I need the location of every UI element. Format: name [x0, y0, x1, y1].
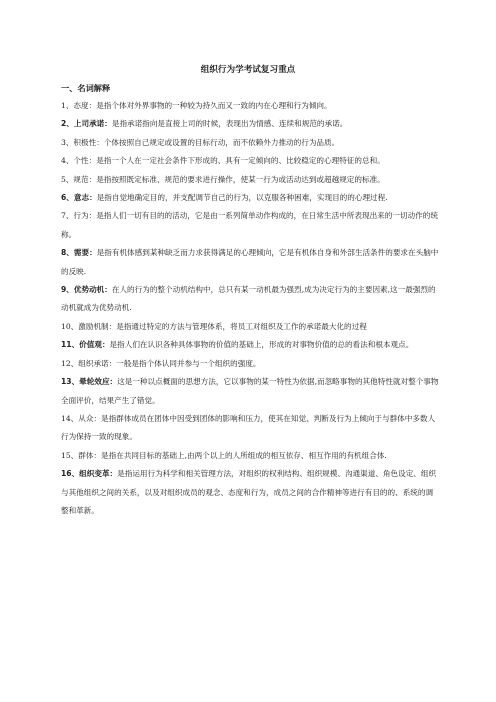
definition-text: 在人的行为的整个动机结构中，总只有某一动机最为强烈,成为决定行为的主要因素,这一最强烈的动机就成为优势动机. — [61, 285, 436, 313]
definition-text: 是指自觉地确定目的，并支配调节自己的行为，以克服各种困难，实现目的的心理过程. — [96, 193, 388, 203]
definition-term: 2、上司承诺： — [61, 119, 112, 129]
definition-item — [61, 355, 439, 373]
definition-term: 9、优势动机： — [61, 285, 112, 295]
definition-item — [61, 410, 439, 447]
definition-text: 是指通过特定的方法与管理体系，将员工对组织及工作的承诺最大化的过程 — [116, 321, 367, 331]
definition-text: 是指人们在认识各种具体事物的价值的基础上，形成的对事物价值的总的看法和根本观点。 — [109, 340, 414, 350]
definition-item — [61, 171, 439, 189]
definition-list — [61, 97, 439, 520]
definition-term: 14、从众： — [61, 413, 102, 423]
definition-term: 15、群体： — [61, 450, 102, 460]
definition-text: 是指在共同目标的基础上,由两个以上的人所组成的相互依存、相互作用的有机组合体. — [101, 450, 387, 460]
definition-text: 一般是指个体认同并参与一个组织的强度。 — [116, 358, 261, 368]
definition-item — [61, 465, 439, 520]
definition-item — [61, 281, 439, 318]
definition-text: 是指个体对外界事物的一种较为持久而又一致的内在心理和行为倾向。 — [96, 101, 332, 110]
definition-text: 是指运用行为科学和相关管理方法，对组织的权利结构、组织规模、沟通渠道、角色设定、组织与其他组织之间的关系，以及对组织成员的观念、态度和行为，成员之间的合作精神等进行有目的的、系统的调整和革新。 — [61, 469, 437, 515]
definition-item — [61, 447, 439, 465]
definition-text: 是指有机体感到某种缺乏而力求获得满足的心理倾向，它是有机体自身和外部生活条件的要求在头脑中的反映. — [61, 248, 439, 276]
definition-term: 5、规范： — [61, 174, 97, 184]
definition-item — [61, 115, 439, 133]
definition-text: 是指群体成员在团体中因受到团体的影响和压力，使其在知觉、判断及行为上倾向于与群体中多数人行为保持一致的现象。 — [61, 413, 436, 442]
definition-text: 是指承诺指向是直接上司的时候，表现出为情感、连续和规范的承诺。 — [111, 119, 348, 129]
section-heading: 一、名词解释 — [61, 83, 111, 93]
definition-term: 13、晕轮效应： — [61, 377, 118, 387]
definition-item — [61, 373, 439, 410]
definition-item — [61, 336, 439, 354]
definition-term: 4、个性： — [61, 156, 97, 166]
definition-item — [61, 318, 439, 336]
definition-term: 10、激励机制： — [61, 321, 117, 331]
definition-term: 11、价值观： — [61, 340, 110, 350]
definition-text: 是指一个人在一定社会条件下形成的、具有一定倾向的、比较稳定的心理特征的总和。 — [96, 156, 385, 166]
definition-term: 1、态度： — [61, 101, 97, 110]
definition-item — [61, 97, 439, 115]
definition-item — [61, 152, 439, 170]
definition-item — [61, 207, 439, 244]
definition-item — [61, 134, 439, 152]
definition-item — [61, 244, 439, 281]
definition-text: 是指人们一切有目的的活动，它是由一系列简单动作构成的，在日常生活中所表现出来的一切动作的统称。 — [61, 211, 438, 239]
definition-term: 7、行为： — [61, 211, 97, 221]
document-title: 组织行为学考试复习重点 — [200, 65, 296, 75]
definition-text: 个体按照自己规定或设置的目标行动，而不依赖外力推动的行为品质。 — [103, 137, 340, 147]
definition-term: 6、意志： — [61, 193, 97, 203]
definition-item — [61, 189, 439, 207]
definition-term: 8、需要： — [61, 248, 97, 258]
definition-term: 12、组织承诺： — [61, 358, 117, 368]
definition-text: 这是一种以点概面的思想方法，它以事物的某一特性为依据,而忽略事物的其他特性就对整个事物全面评价，结果产生了错觉。 — [61, 377, 439, 405]
definition-term: 16、组织变革： — [61, 469, 118, 479]
definition-text: 是指按照既定标准、规范的要求进行操作，使某一行为或活动达到或超越规定的标准。 — [96, 174, 385, 184]
definition-term: 3、积极性： — [61, 137, 104, 147]
